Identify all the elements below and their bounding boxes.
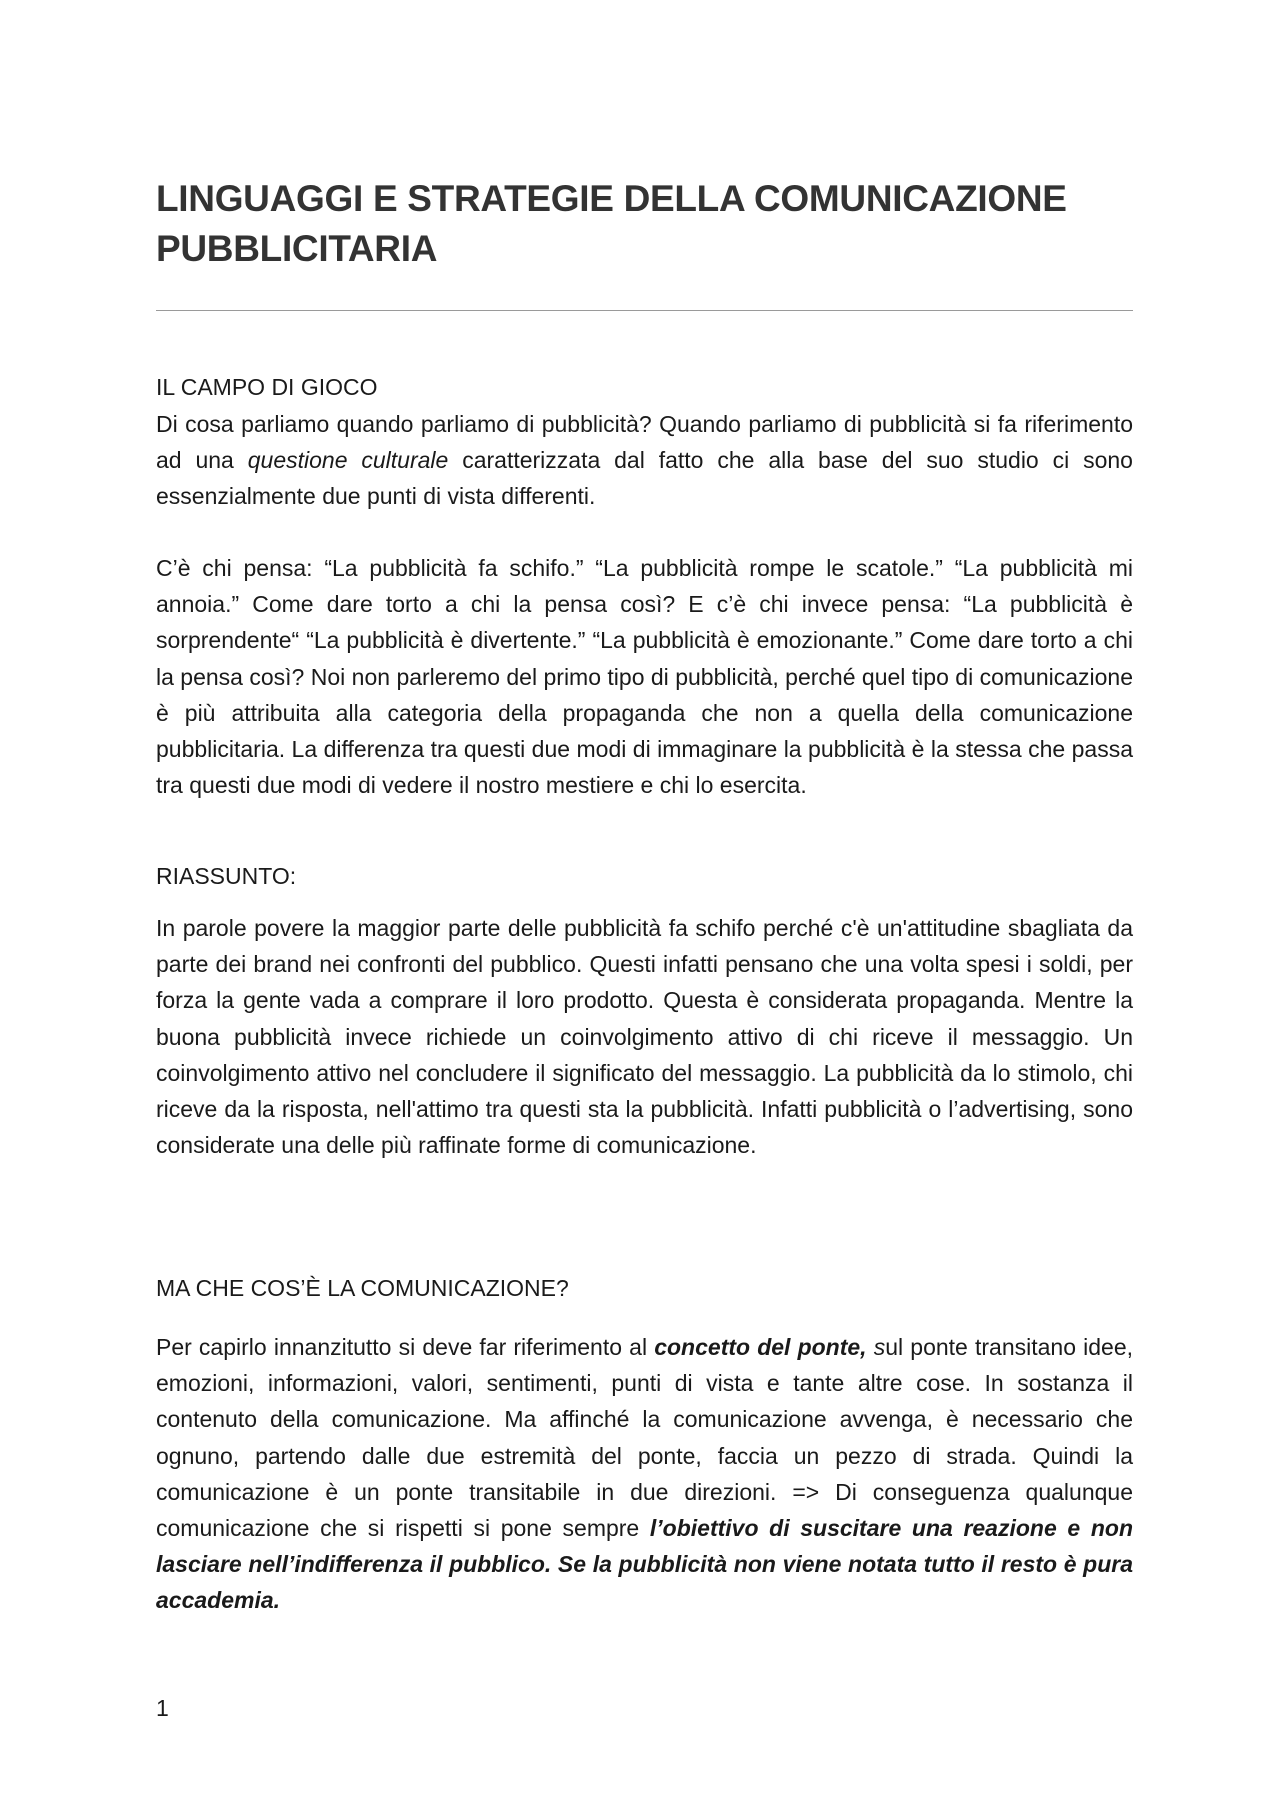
document-page <box>156 0 1133 1811</box>
paragraph-two-views <box>156 550 1133 803</box>
text-run: concetto del ponte, <box>654 1334 867 1360</box>
section-heading-comunicazione: MA CHE COS’È LA COMUNICAZIONE? <box>156 1275 569 1301</box>
text-run: C’è chi pensa: “La pubblicità fa schifo.” “La pubblicità rompe le scatole.” “La pubblicità mi annoia.” Come dare torto a chi la pensa così? E c’è chi invece pensa: “La pubblicità è sorprendente“ “La pubblicità è divertente.” “La pubblicità è emozionante.” Come dare torto a chi la pensa così? Noi non parleremo del primo tipo di pubblicità, perché quel tipo di comunicazione è più attribuita alla categoria della propaganda che non a quella della comunicazione pubblicitaria. La differenza tra questi due modi di immaginare la pubblicità è la stessa che passa tra questi due modi di vedere il nostro mestiere e chi lo esercita. <box>156 555 1133 799</box>
paragraph-summary <box>156 910 1133 1163</box>
text-run: questione culturale <box>247 447 449 474</box>
text-run: ul ponte transitano idee, emozioni, informazioni, valori, sentimenti, punti di vista e tante altre cose. In sostanza il contenuto della comunicazione. Ma affinché la comunicazione avvenga, è necessario che ognuno, partendo dalle due estremità del ponte, faccia un pezzo di strada. Quindi la comunicazione è un ponte transitabile in due direzioni. => Di conseguenza qualunque comunicazione che si rispetti si pone sempre <box>156 1334 1134 1542</box>
document-title: LINGUAGGI E STRATEGIE DELLA COMUNICAZIONE PUBBLICITARIA <box>156 178 1067 269</box>
text-run: s <box>873 1334 886 1360</box>
text-run: Per capirlo innanzitutto si deve far riferimento al <box>156 1334 655 1360</box>
text-run: caratterizzata dal fatto che alla base del suo studio ci sono essenzialmente due punti di vista differenti. <box>156 447 1133 510</box>
text-run <box>867 1334 874 1360</box>
paragraph-intro <box>156 406 1133 515</box>
section-heading-riassunto: RIASSUNTO: <box>156 863 297 889</box>
text-run: Di cosa parliamo quando parliamo di pubblicità? Quando parliamo di pubblicità si fa riferimento ad una <box>156 411 1133 474</box>
text-run: In parole povere la maggior parte delle pubblicità fa schifo perché c'è un'attitudine sbagliata da parte dei brand nei confronti del pubblico. Questi infatti pensano che una volta spesi i soldi, per forza la gente vada a comprare il loro prodotto. Questa è considerata propaganda. Mentre la buona pubblicità invece richiede un coinvolgimento attivo di chi riceve il messaggio. Un coinvolgimento attivo nel concludere il significato del messaggio. La pubblicità da lo stimolo, chi riceve da la risposta, nell'attimo tra questi sta la pubblicità. Infatti pubblicità o l’advertising, sono considerate una delle più raffinate forme di comunicazione. <box>156 915 1133 1159</box>
title-divider <box>156 310 1133 311</box>
page-number: 1 <box>156 1695 169 1721</box>
section-heading-campo-di-gioco: IL CAMPO DI GIOCO <box>156 374 378 400</box>
text-run: l’obiettivo di suscitare una reazione e non lasciare nell’indifferenza il pubblico. Se la pubblicità non viene notata tutto il resto è pura accademia. <box>156 1515 1133 1614</box>
paragraph-bridge-concept <box>156 1329 1133 1619</box>
